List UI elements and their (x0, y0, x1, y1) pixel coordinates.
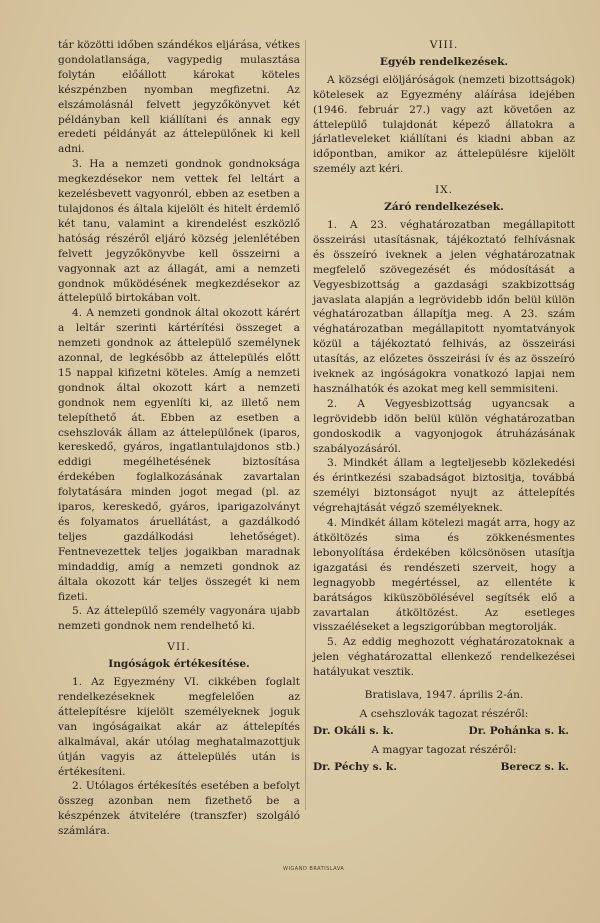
paragraph: tár közötti időben szándékos eljárása, vétkes gondolatlansága, vagypedig mulasztása folytán előállott károkat köteles készpénzben nyomban megfizetni. Az elszámolásnál felvett jegyzőkönyvet két példányban kell kiállítani és annak egy eredeti példányát az áttelepülőnek ki kell adni. (58, 39, 300, 156)
paragraph: 5. Az eddig meghozott véghatározatoknak a jelen véghatározattal ellenkező rendelkezései hatályukat vesztik. (313, 636, 575, 679)
paragraph: 1. Az Egyezmény VI. cikkében foglalt rendelkezéseknek megfelelően az áttelepítésre kijelölt személyeknek joguk van ingóságaikat akár az áttelepítés alkalmával, akár utólag meghatalmazottjuk útján vagyis az áttelepülés után is értékesíteni. (58, 676, 300, 778)
paragraph: 5. Az áttelepülő személy vagyonára ujabb nemzeti gondnok nem rendelhető ki. (58, 605, 300, 633)
signatory-party: A magyar tagozat részéről: (371, 743, 517, 756)
paragraph: 2. Utólagos értékesítés esetében a befolyt összeg azonban nem fizethető be a készpénzek átvitelére (transzfer) szolgáló számlára. (58, 780, 300, 838)
left-column (58, 38, 300, 839)
signature: Berecz s. k. (500, 760, 569, 773)
section-number: VIII. (429, 39, 459, 51)
signature-row (313, 760, 575, 775)
section-title: Egyéb rendelkezések. (379, 55, 509, 68)
section-title: Ingóságok értékesítése. (108, 658, 250, 671)
section-title: Záró rendelkezések. (384, 201, 504, 214)
paragraph: 2. A Vegyesbizottság ugyancsak a legrövidebb idön belül külön véghatározatban gondoskodik a vagyonjogok átruházásának szabályozásáról. (313, 397, 575, 455)
paragraph: A községi elöljáróságok (nemzeti bizottságok) kötelesek az Egyezmény aláírása idejében (1946. február 27.) vagy azt követően az áttelepülő tulajdonát képező állatokra a járlatleveleket kiállítani és kiadni abban az időpontban, amikor az áttelepülésre kijelölt személy azt kéri. (313, 73, 575, 176)
signature: Dr. Okáli s. k. (313, 724, 394, 737)
section-number: VII. (167, 641, 191, 654)
paragraph: 1. A 23. véghatározatban megállapitott összeirási utasításnak, tájékoztató felhívásnak és összeíró iveknek a jelen véghatározatnak megfelelő szövegezését és módosítását a Vegyesbizottság a gazdasági szakbizottság javaslata alapján a legrövidebb időn belül külön véghatározatban állapítja meg. A 23. szám véghatározatban megállapitott nyomtatványok közül a tájékoztató felhivás, az összeirási utasítás, az előzetes összeirási ív és az összeíró iveknek az ingóságokra vonatkozó lapjai nem használhatók és azokat meg kell semmisiteni. (313, 218, 575, 395)
place-date: Bratislava, 1947. április 2-án. (364, 689, 524, 702)
paragraph: 4. Mindkét állam kötelezi magát arra, hogy az átköltözés sima és zökkenésmentes lebonyolítása érdekében kölcsönösen utasítja igazgatási és rendészeti szerveit, hogy a legnagyobb megértéssel, az ellentéte k barátságos kiküszöbölésével segítsék elő a zavartalan átköltözést. Az esetleges visszaéléseket a legszigorúbban megtorolják. (313, 517, 575, 634)
right-column (313, 38, 575, 775)
printer-imprint: WIGAND BRATISLAVA (283, 866, 345, 872)
signature: Dr. Péchy s. k. (313, 760, 397, 773)
signature: Dr. Pohánka s. k. (468, 724, 569, 737)
column-divider (305, 40, 306, 810)
paragraph: 3. Ha a nemzeti gondnok gondnoksága megkezdésekor nem vettek fel leltárt a kezelésbevett vagyonról, ebben az esetben a tulajdonos és általa kijelölt és hitelt érdemlő két tanu, valamint a kirendelést eszközlő hatóság részéről eljáró község jelenlétében felvett jegyzőkönyvbe kell összeirni a vagyonnak azt az állagát, ami a nemzeti gondnok működésének megkezdésekor az áttelepülő birtokában volt. (58, 158, 300, 305)
paragraph: 3. Mindkét állam a legteljesebb közlekedési és érintkezési szabadságot biztositja, továbbá személyi biztonságot nyujt az áttelepítés végrehajtását végző személyeknek. (313, 457, 575, 515)
signature-row (313, 724, 575, 739)
paragraph: 4. A nemzeti gondnok által okozott kárért a leltár szerinti kártérítési összeget a nemzeti gondnok az áttelepülő személynek azonnal, de legkésőbb az áttelepülés előtt 15 nappal kifizetni köteles. Amíg a nemzeti gondnok által okozott kárt a nemzeti gondnok nem egyenlíti ki, az illető nem telepíthető át. Ebben az esetben a csehszlovák állam az áttelepülőnek (iparos, kereskedő, gyáros, ingatlantulajdonos stb.) eddigi megélhetésének biztosítása érdekében foglalkozásának zavartalan folytatására minden jogot megad (pl. az iparos, kereskedő, gyáros, iparigazolványt és folyamatos áruellátást, a gazdálkodó teljes gazdálkodási lehetőséget). Fentnevezettek teljes jogaikban maradnak mindaddig, amíg a nemzeti gondnok az általa okozott kár teljes összegét ki nem fizeti. (58, 307, 300, 603)
section-number: IX. (434, 184, 454, 197)
signatory-party: A csehszlovák tagozat részéről: (359, 707, 529, 720)
